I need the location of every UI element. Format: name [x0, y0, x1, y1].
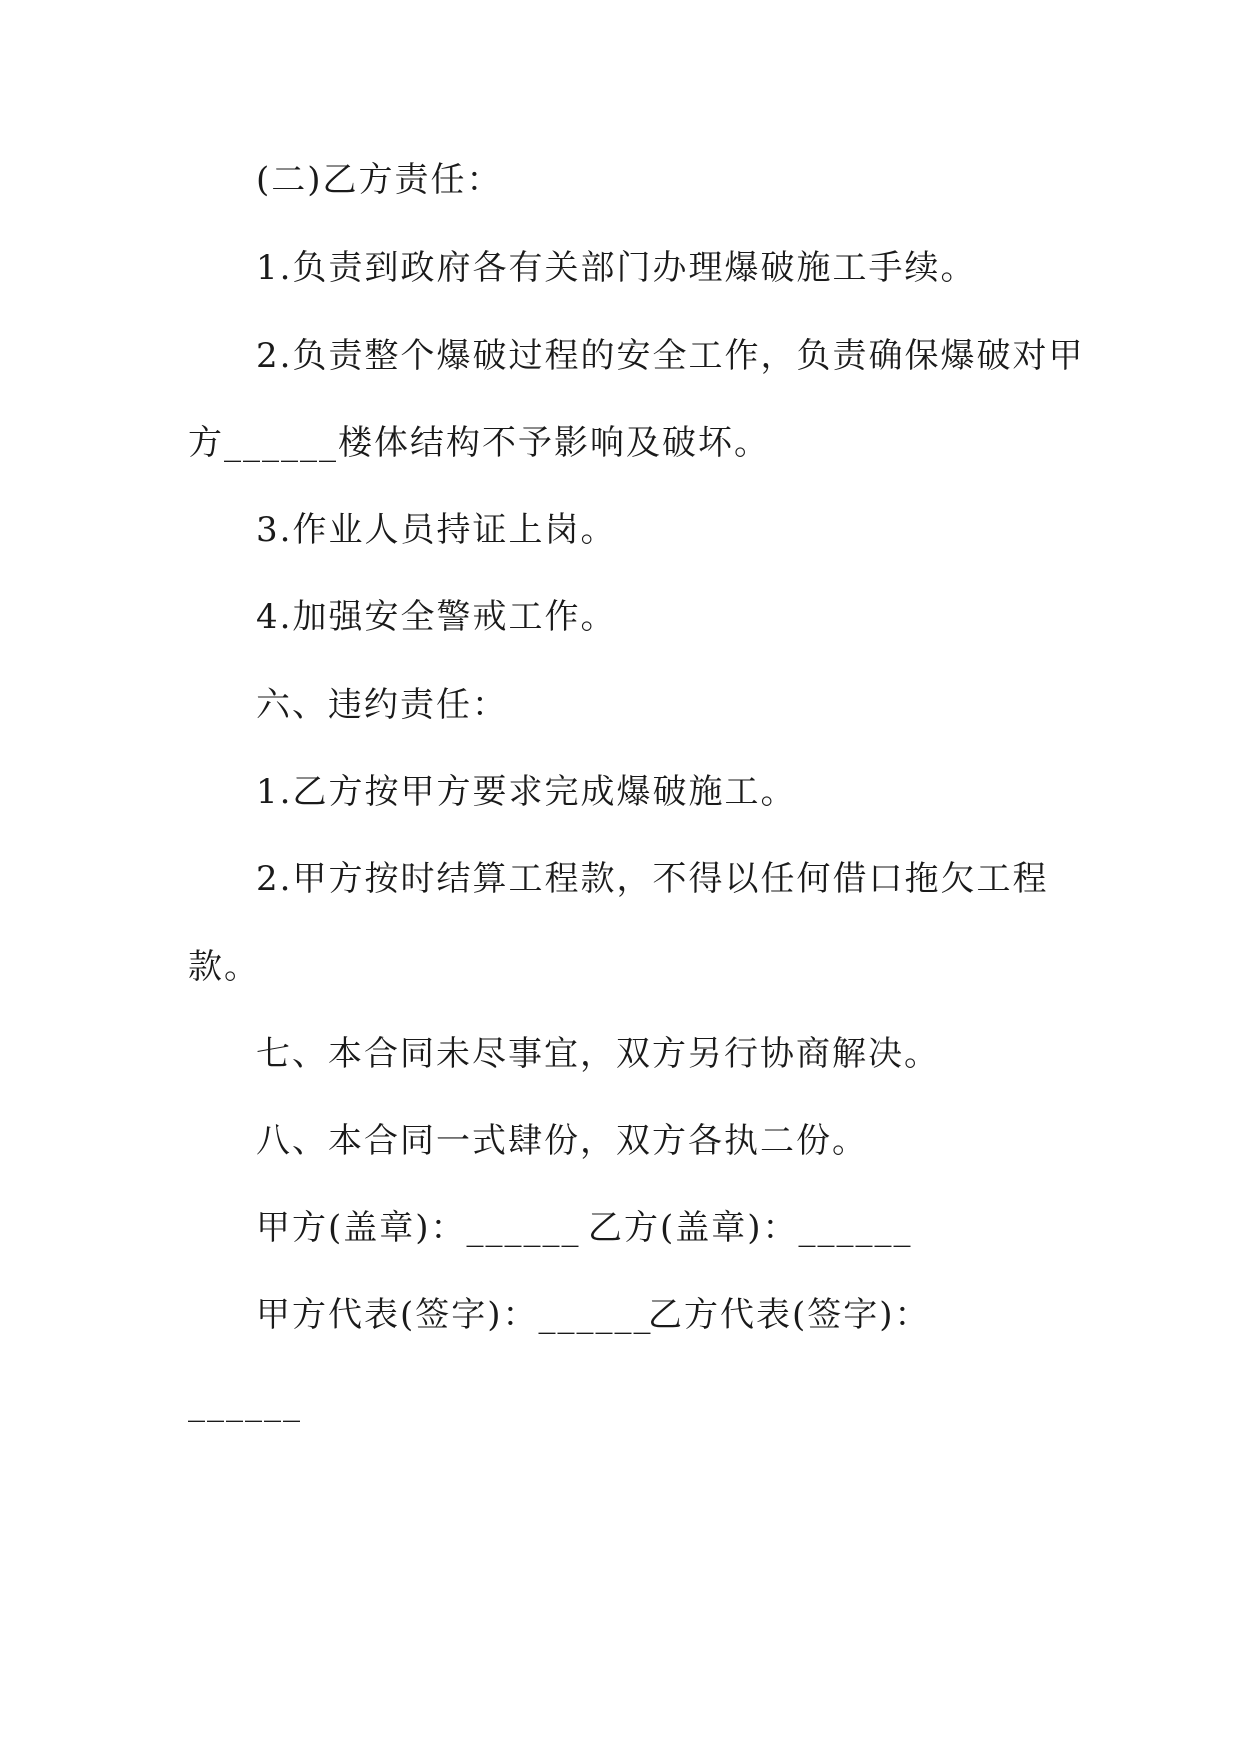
paragraph-item: 4.加强安全警戒工作。: [256, 597, 617, 637]
paragraph-item: 1.负责到政府各有关部门办理爆破施工手续。: [256, 248, 977, 288]
section-heading-other-matters: 七、本合同未尽事宜，双方另行协商解决。: [256, 1034, 940, 1074]
party-a-representative-field: 甲方代表(签字)：______: [256, 1295, 653, 1335]
paragraph-continuation: 方______楼体结构不予影响及破坏。: [188, 423, 770, 463]
party-b-representative-field: 乙方代表(签字)：: [648, 1295, 931, 1335]
paragraph-item: 3.作业人员持证上岗。: [256, 510, 617, 550]
party-b-representative-blank: ______: [188, 1383, 302, 1423]
paragraph-continuation: 款。: [188, 947, 260, 987]
section-heading-breach: 六、违约责任：: [256, 685, 508, 725]
party-a-seal-field: 甲方(盖章)：______: [256, 1208, 581, 1248]
section-heading-copies: 八、本合同一式肆份，双方各执二份。: [256, 1121, 868, 1161]
paragraph-item: 1.乙方按甲方要求完成爆破施工。: [256, 772, 797, 812]
paragraph-item: 2.负责整个爆破过程的安全工作，负责确保爆破对甲: [256, 336, 1085, 376]
section-heading-party-b-duties: (二)乙方责任：: [256, 160, 503, 200]
party-b-seal-field: 乙方(盖章)：______: [588, 1208, 913, 1248]
paragraph-item: 2.甲方按时结算工程款，不得以任何借口拖欠工程: [256, 859, 1049, 899]
